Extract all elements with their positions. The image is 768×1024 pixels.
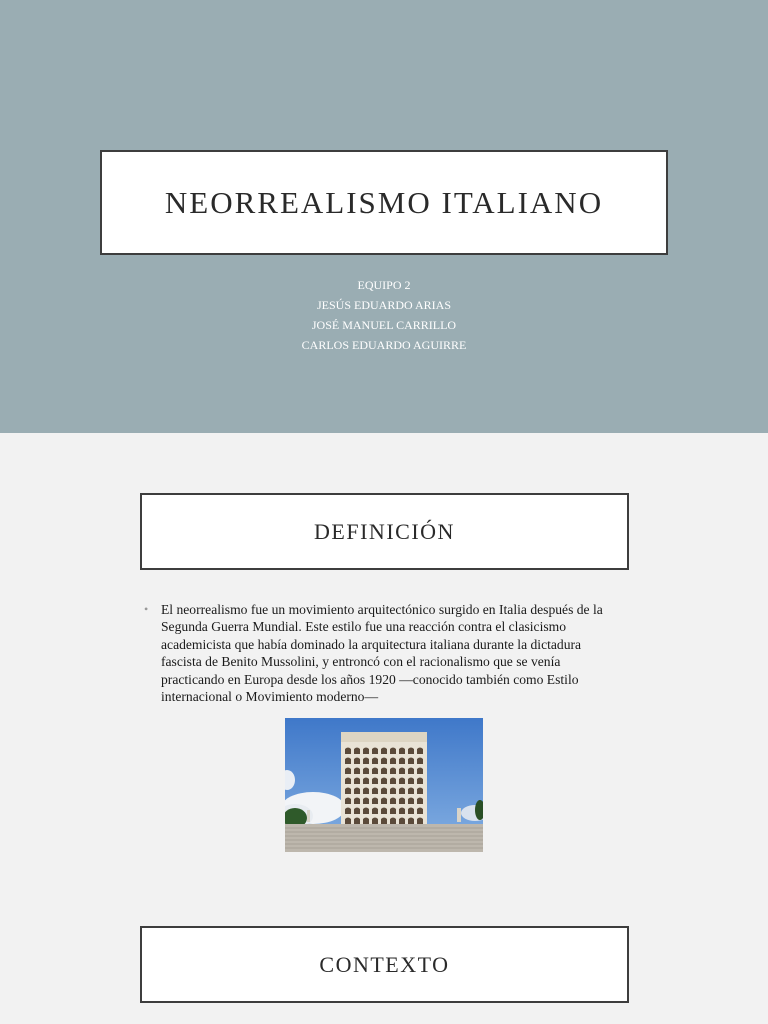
context-heading-box	[140, 926, 629, 1003]
arch-window	[381, 778, 387, 785]
arch-window	[399, 788, 405, 795]
arch-window	[345, 798, 351, 805]
cover-title: NEORREALISMO ITALIANO	[164, 184, 604, 220]
arch-window	[399, 808, 405, 815]
arch-window	[354, 808, 360, 815]
arch-window	[417, 788, 423, 795]
arch-window	[354, 778, 360, 785]
arch-window	[381, 788, 387, 795]
author-line: EQUIPO 2	[357, 278, 411, 292]
arch-window	[408, 748, 414, 755]
author-line: JESÚS EDUARDO ARIAS	[316, 298, 452, 312]
arch-window	[345, 778, 351, 785]
arch-window	[363, 778, 369, 785]
arch-window	[354, 758, 360, 765]
definition-text: El neorrealismo fue un movimiento arquitectónico surgido en Italia después de la Segunda Guerra Mundial. Este estilo fue una reacción contra el clasicismo academicista que había dominado la arquitectura italiana durante la dictadura fascista de Benito Mussolini, y entroncó con el racionalismo que se venía practicando en Europa desde los años 1920 —conocido también como Estilo internacional o Movimiento moderno—	[161, 602, 603, 705]
arch-window	[417, 758, 423, 765]
arch-window	[354, 798, 360, 805]
definition-bullet	[144, 601, 622, 705]
arch-window	[381, 808, 387, 815]
arch-window	[345, 758, 351, 765]
arch-window	[381, 768, 387, 775]
arch-window	[372, 788, 378, 795]
arch-window	[417, 748, 423, 755]
arch-window	[390, 758, 396, 765]
definition-heading-box	[140, 493, 629, 570]
arch-window	[408, 808, 414, 815]
arch-window	[381, 758, 387, 765]
arch-window	[417, 768, 423, 775]
arch-window	[363, 808, 369, 815]
arch-window	[354, 748, 360, 755]
arch-window	[390, 798, 396, 805]
arch-window	[354, 818, 360, 825]
arch-window	[363, 788, 369, 795]
arch-window	[399, 748, 405, 755]
arch-window	[390, 768, 396, 775]
author-list	[0, 275, 768, 355]
arch-window	[417, 778, 423, 785]
arch-window	[345, 748, 351, 755]
arch-window	[408, 778, 414, 785]
arch-window	[399, 778, 405, 785]
arch-window	[381, 818, 387, 825]
arch-window	[372, 818, 378, 825]
content-slide	[0, 433, 768, 1024]
arch-window	[408, 768, 414, 775]
arch-window	[363, 748, 369, 755]
arch-window	[408, 788, 414, 795]
arch-window	[399, 818, 405, 825]
arch-window	[354, 768, 360, 775]
arch-window	[363, 768, 369, 775]
arch-window	[363, 818, 369, 825]
arch-window	[372, 778, 378, 785]
arch-window	[372, 758, 378, 765]
arch-window	[417, 798, 423, 805]
arch-window	[372, 748, 378, 755]
author-line: JOSÉ MANUEL CARRILLO	[311, 318, 457, 332]
arch-window	[408, 758, 414, 765]
cover-slide	[0, 0, 768, 433]
arch-window	[399, 768, 405, 775]
arch-window	[417, 808, 423, 815]
context-heading: CONTEXTO	[319, 951, 450, 977]
title-box	[100, 150, 668, 255]
bullet-icon: •	[144, 602, 149, 616]
arch-window	[345, 808, 351, 815]
arch-window	[390, 818, 396, 825]
definition-heading: DEFINICIÓN	[314, 518, 455, 544]
arch-window	[372, 798, 378, 805]
arch-window	[363, 798, 369, 805]
arch-window	[381, 748, 387, 755]
arch-window	[408, 818, 414, 825]
arch-window	[372, 808, 378, 815]
arch-window	[345, 788, 351, 795]
arch-window	[399, 758, 405, 765]
arch-window	[345, 768, 351, 775]
arch-window	[345, 818, 351, 825]
arch-window	[372, 768, 378, 775]
arch-window	[390, 748, 396, 755]
arch-window	[390, 788, 396, 795]
arch-window	[381, 798, 387, 805]
author-line: CARLOS EDUARDO AGUIRRE	[301, 338, 467, 352]
arch-window	[354, 788, 360, 795]
arch-window	[390, 778, 396, 785]
arch-window	[390, 808, 396, 815]
arch-window	[399, 798, 405, 805]
arch-window	[417, 818, 423, 825]
palazzo-photo	[285, 718, 483, 852]
arch-window	[408, 798, 414, 805]
arch-window	[363, 758, 369, 765]
